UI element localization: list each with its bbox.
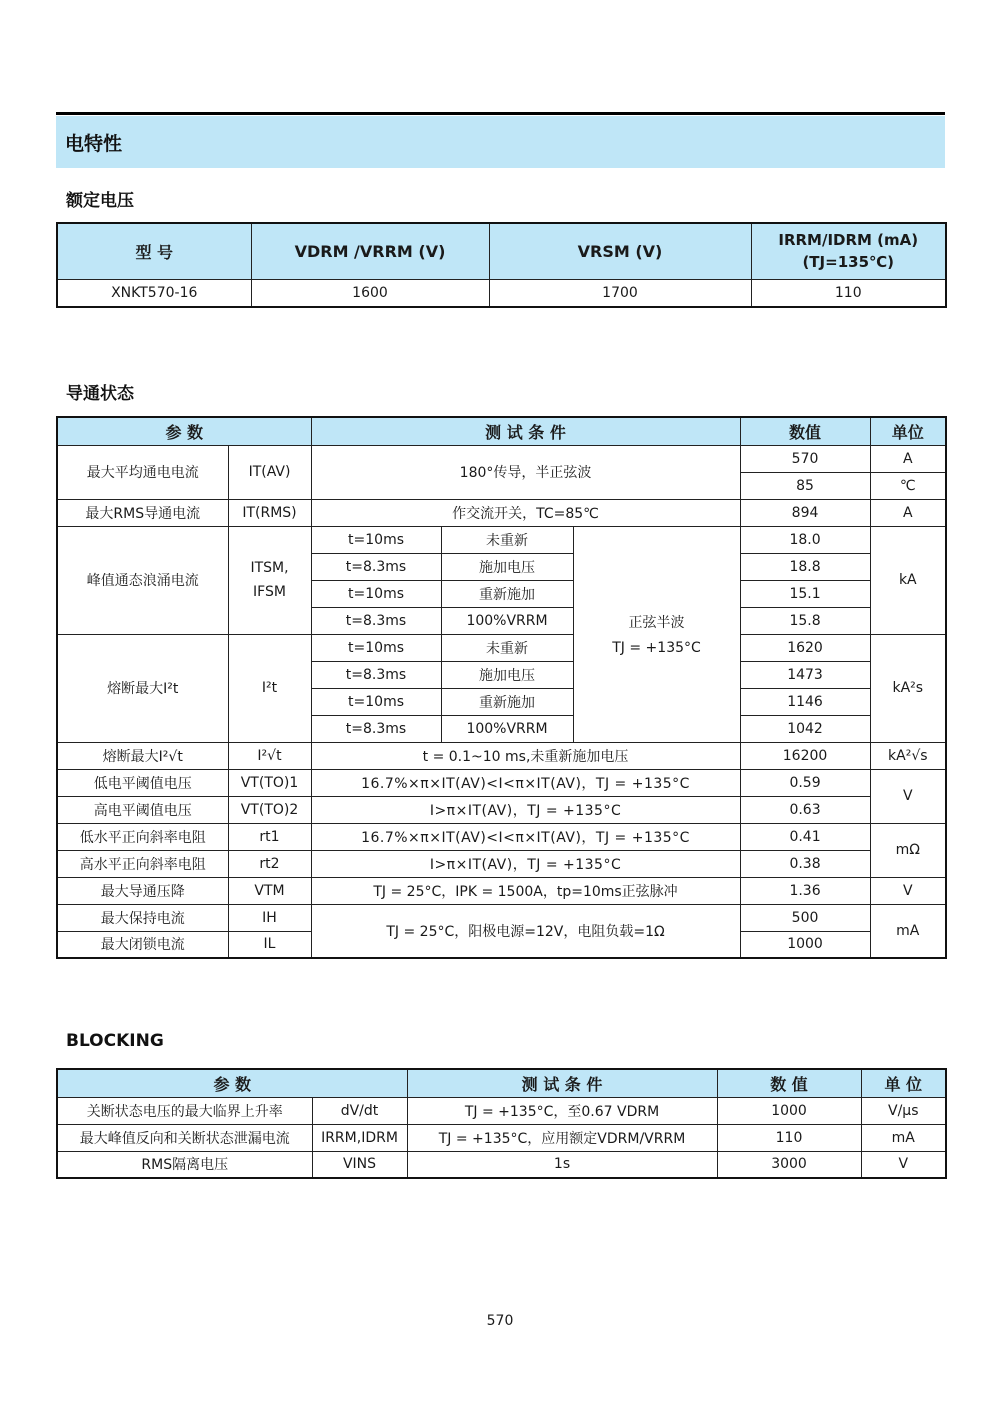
i2vt-value: 16200 [740,742,870,769]
block-value: 3000 [717,1151,861,1178]
block-name: 关断状态电压的最大临界上升率 [57,1097,312,1124]
rated-voltage-heading: 额定电压 [66,191,134,211]
block-cond: 1s [407,1151,717,1178]
itsm-value: 18.0 [740,526,870,553]
block-value: 110 [717,1124,861,1151]
vt02-cond: I>π×IT(AV)，TJ = +135°C [311,796,740,823]
i2t-symbol: I²t [228,634,311,742]
block-unit: V [861,1151,946,1178]
itsm-symbol-1: ITSM, [250,560,289,576]
vt02-value: 0.63 [740,796,870,823]
i2t-time: t=10ms [311,688,441,715]
i2t-condition: 重新施加 [441,688,573,715]
hold-latch-cond: TJ = 25°C，阳极电源=12V，电阻负载=1Ω [311,904,740,958]
block-symbol: VINS [312,1151,407,1178]
itsm-condition: 施加电压 [441,553,573,580]
itrms-name: 最大RMS导通电流 [57,499,228,526]
block-col-value: 数 值 [717,1069,861,1097]
i2vt-symbol: I²√t [228,742,311,769]
itav-unit-2: ℃ [870,472,946,499]
itav-value-2: 85 [740,472,870,499]
i2t-condition: 未重新 [441,634,573,661]
sine-line-2: TJ = +135°C [612,640,701,656]
itsm-condition: 重新施加 [441,580,573,607]
ih-name: 最大保持电流 [57,904,228,931]
itsm-condition: 100%VRRM [441,607,573,634]
ih-value: 500 [740,904,870,931]
block-value: 1000 [717,1097,861,1124]
block-col-unit: 单 位 [861,1069,946,1097]
on-col-value: 数值 [740,417,870,445]
block-col-param: 参 数 [57,1069,407,1097]
i2vt-cond: t = 0.1~10 ms,未重新施加电压 [311,742,740,769]
ih-symbol: IH [228,904,311,931]
rt-unit: mΩ [870,823,946,877]
block-col-cond: 测 试 条 件 [407,1069,717,1097]
itrms-value: 894 [740,499,870,526]
rt2-cond: I>π×IT(AV)，TJ = +135°C [311,850,740,877]
rated-voltage-table [56,222,947,308]
rt1-cond: 16.7%×π×IT(AV)<I<π×IT(AV)，TJ = +135°C [311,823,740,850]
itav-unit-1: A [870,445,946,472]
on-state-heading: 导通状态 [66,384,134,404]
col-vrsm: VRSM (V) [489,223,751,279]
blocking-heading: BLOCKING [66,1031,164,1051]
vt02-name: 高电平阈值电压 [57,796,228,823]
itsm-time: t=10ms [311,526,441,553]
i2t-condition: 100%VRRM [441,715,573,742]
rt2-name: 高水平正向斜率电阻 [57,850,228,877]
block-cond: TJ = +135°C，应用额定VDRM/VRRM [407,1124,717,1151]
vtm-name: 最大导通压降 [57,877,228,904]
top-rule [56,112,945,115]
vtm-unit: V [870,877,946,904]
block-cond: TJ = +135°C，至0.67 VDRM [407,1097,717,1124]
vt02-symbol: VT(TO)2 [228,796,311,823]
on-col-unit: 单位 [870,417,946,445]
block-unit: V/μs [861,1097,946,1124]
blocking-table [56,1068,947,1179]
rt1-name: 低水平正向斜率电阻 [57,823,228,850]
on-col-cond: 测 试 条 件 [311,417,740,445]
rt2-value: 0.38 [740,850,870,877]
block-symbol: IRRM,IDRM [312,1124,407,1151]
itav-symbol: IT(AV) [228,445,311,499]
i2t-value: 1473 [740,661,870,688]
on-state-table [56,416,947,959]
vt01-symbol: VT(TO)1 [228,769,311,796]
itsm-value: 15.8 [740,607,870,634]
itav-value-1: 570 [740,445,870,472]
col-vdrm: VDRM /VRRM (V) [251,223,489,279]
model-value: XNKT570-16 [57,279,251,307]
i2t-value: 1620 [740,634,870,661]
section-header [56,116,945,168]
itsm-unit: kA [870,526,946,634]
vt01-value: 0.59 [740,769,870,796]
col-model: 型 号 [57,223,251,279]
vrsm-value: 1700 [489,279,751,307]
itsm-condition: 未重新 [441,526,573,553]
vt01-name: 低电平阈值电压 [57,769,228,796]
itsm-symbol [228,526,311,634]
i2t-time: t=8.3ms [311,661,441,688]
itav-cond: 180°传导，半正弦波 [311,445,740,499]
on-col-param: 参 数 [57,417,311,445]
itsm-name: 峰值通态浪涌电流 [57,526,228,634]
hold-latch-unit: mA [870,904,946,958]
section-title: 电特性 [65,132,123,155]
itsm-value: 18.8 [740,553,870,580]
col-irrm: IRRM/IDRM (mA)(TJ=135℃) [751,223,946,279]
page-number: 570 [486,1313,514,1329]
sine-condition [573,526,740,742]
itsm-time: t=10ms [311,580,441,607]
itrms-symbol: IT(RMS) [228,499,311,526]
vt-unit: V [870,769,946,823]
i2t-unit: kA²s [870,634,946,742]
i2t-time: t=10ms [311,634,441,661]
itrms-unit: A [870,499,946,526]
vtm-symbol: VTM [228,877,311,904]
i2t-name: 熔断最大I²t [57,634,228,742]
vt01-cond: 16.7%×π×IT(AV)<I<π×IT(AV)，TJ = +135°C [311,769,740,796]
itsm-time: t=8.3ms [311,607,441,634]
irrm-value: 110 [751,279,946,307]
vtm-cond: TJ = 25°C，IPK = 1500A，tp=10ms正弦脉冲 [311,877,740,904]
i2t-condition: 施加电压 [441,661,573,688]
i2vt-unit: kA²√s [870,742,946,769]
block-name: 最大峰值反向和关断状态泄漏电流 [57,1124,312,1151]
itsm-time: t=8.3ms [311,553,441,580]
vdrm-value: 1600 [251,279,489,307]
i2vt-name: 熔断最大I²√t [57,742,228,769]
rt1-value: 0.41 [740,823,870,850]
i2t-value: 1146 [740,688,870,715]
il-value: 1000 [740,931,870,958]
block-symbol: dV/dt [312,1097,407,1124]
itrms-cond: 作交流开关，TC=85℃ [311,499,740,526]
block-name: RMS隔离电压 [57,1151,312,1178]
rt1-symbol: rt1 [228,823,311,850]
il-name: 最大闭锁电流 [57,931,228,958]
i2t-time: t=8.3ms [311,715,441,742]
sine-line-1: 正弦半波 [628,615,685,631]
itav-name: 最大平均通电电流 [57,445,228,499]
rt2-symbol: rt2 [228,850,311,877]
il-symbol: IL [228,931,311,958]
itsm-symbol-2: IFSM [253,584,286,600]
block-unit: mA [861,1124,946,1151]
i2t-value: 1042 [740,715,870,742]
itsm-value: 15.1 [740,580,870,607]
vtm-value: 1.36 [740,877,870,904]
